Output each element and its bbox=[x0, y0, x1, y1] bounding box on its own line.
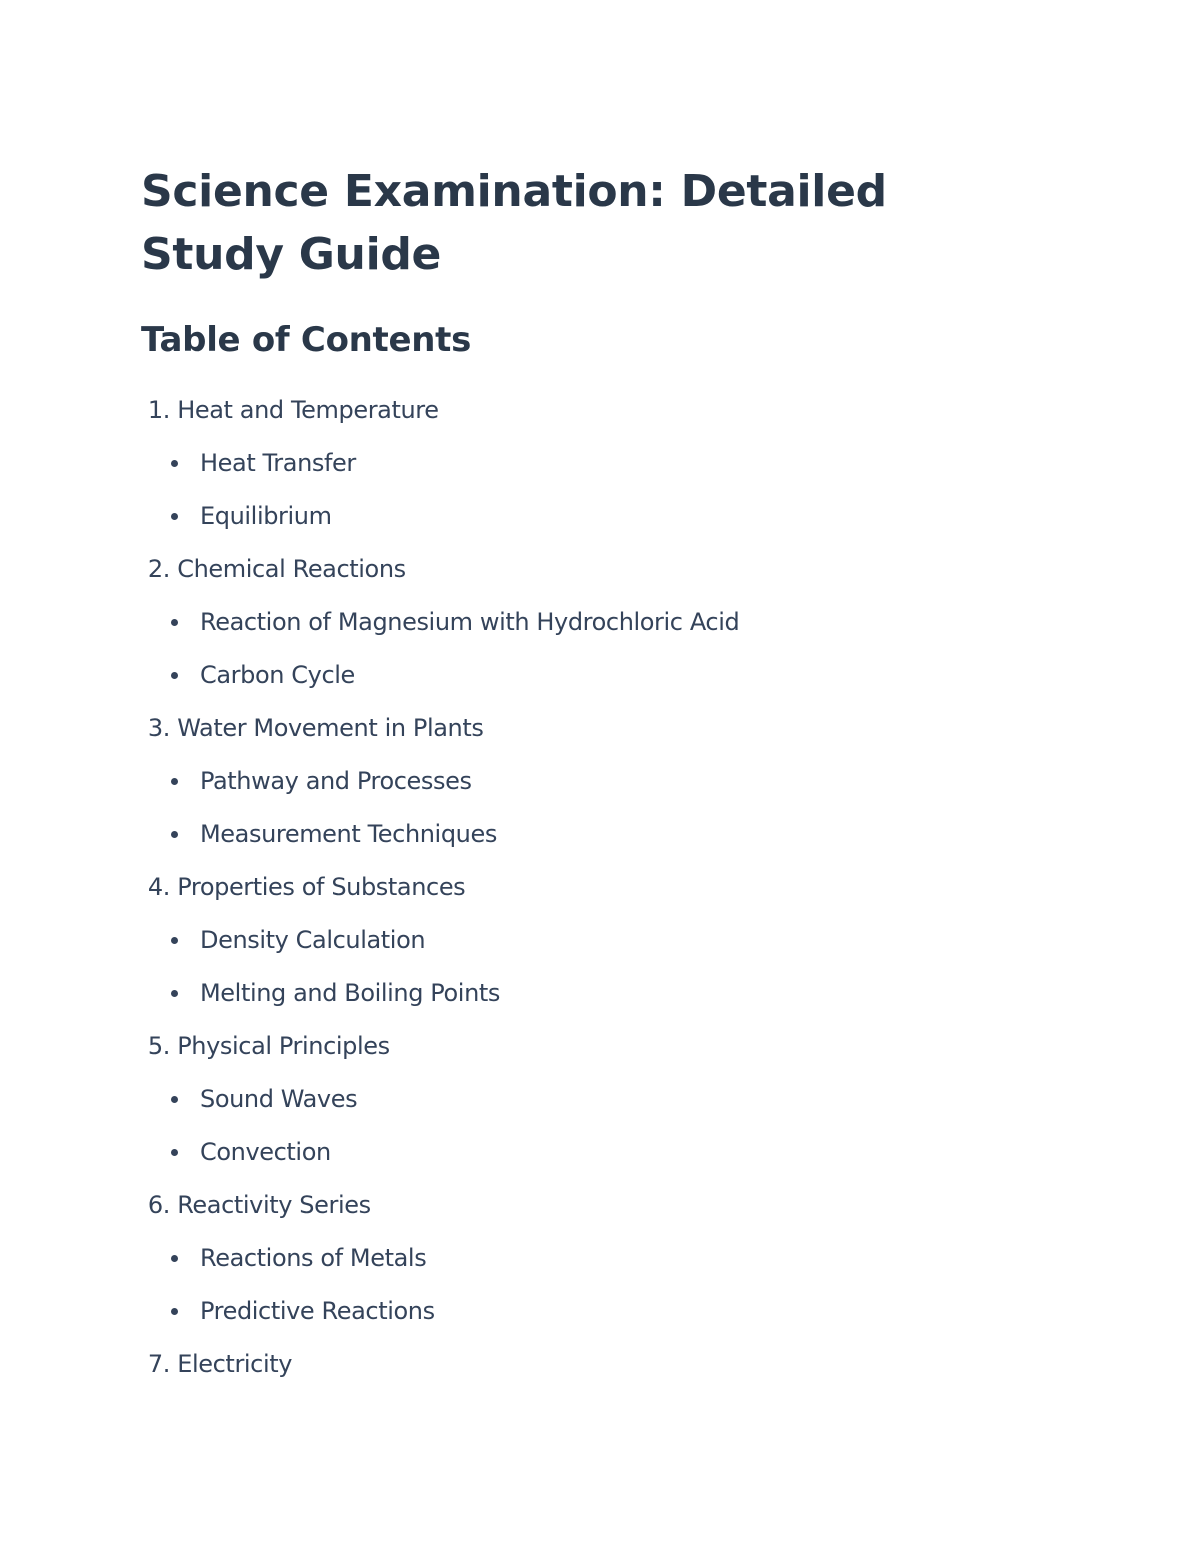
toc-subitem-label: Measurement Techniques bbox=[200, 820, 497, 848]
page-title: Science Examination: Detailed Study Guide bbox=[141, 166, 887, 280]
bullet-icon bbox=[171, 1096, 178, 1103]
toc-subitem[interactable] bbox=[141, 437, 1041, 490]
toc-item-number: 7. bbox=[147, 1350, 170, 1378]
toc-item-label: Physical Principles bbox=[177, 1032, 390, 1060]
toc-sublist bbox=[141, 437, 1041, 543]
toc-subitem-label: Convection bbox=[200, 1138, 331, 1166]
toc-subitem-label: Equilibrium bbox=[200, 502, 332, 530]
document-page bbox=[141, 160, 1041, 1391]
bullet-icon bbox=[171, 513, 178, 520]
toc-item-number: 3. bbox=[147, 714, 170, 742]
toc-item-label: Water Movement in Plants bbox=[177, 714, 484, 742]
toc-subitem[interactable] bbox=[141, 808, 1041, 861]
toc-item-label: Chemical Reactions bbox=[177, 555, 406, 583]
toc-subitem-label: Reaction of Magnesium with Hydrochloric Acid bbox=[200, 608, 740, 636]
toc-sublist bbox=[141, 596, 1041, 702]
toc-item[interactable] bbox=[141, 1338, 1041, 1391]
toc-subitem-label: Reactions of Metals bbox=[200, 1244, 427, 1272]
toc-item-label: Properties of Substances bbox=[177, 873, 466, 901]
bullet-icon bbox=[171, 1149, 178, 1156]
toc-sublist bbox=[141, 1073, 1041, 1179]
bullet-icon bbox=[171, 937, 178, 944]
toc-section bbox=[141, 861, 1041, 1020]
bullet-icon bbox=[171, 460, 178, 467]
toc-section bbox=[141, 1338, 1041, 1391]
toc-section bbox=[141, 702, 1041, 861]
toc-subitem[interactable] bbox=[141, 1073, 1041, 1126]
toc-item[interactable] bbox=[141, 543, 1041, 596]
toc-subitem-label: Melting and Boiling Points bbox=[200, 979, 500, 1007]
toc-subitem[interactable] bbox=[141, 755, 1041, 808]
toc-section bbox=[141, 384, 1041, 543]
bullet-icon bbox=[171, 778, 178, 785]
toc-item[interactable] bbox=[141, 1179, 1041, 1232]
toc-item-number: 6. bbox=[147, 1191, 170, 1219]
bullet-icon bbox=[171, 990, 178, 997]
toc-item[interactable] bbox=[141, 384, 1041, 437]
toc-sublist bbox=[141, 755, 1041, 861]
bullet-icon bbox=[171, 831, 178, 838]
bullet-icon bbox=[171, 619, 178, 626]
toc-section bbox=[141, 1020, 1041, 1179]
toc-item-number: 5. bbox=[147, 1032, 170, 1060]
table-of-contents bbox=[141, 384, 1041, 1391]
toc-subitem[interactable] bbox=[141, 914, 1041, 967]
toc-subitem-label: Heat Transfer bbox=[200, 449, 356, 477]
bullet-icon bbox=[171, 1308, 178, 1315]
toc-item[interactable] bbox=[141, 702, 1041, 755]
bullet-icon bbox=[171, 1255, 178, 1262]
toc-item[interactable] bbox=[141, 861, 1041, 914]
toc-section bbox=[141, 543, 1041, 702]
toc-item-number: 1. bbox=[147, 396, 170, 424]
toc-subitem[interactable] bbox=[141, 649, 1041, 702]
toc-item-number: 2. bbox=[147, 555, 170, 583]
toc-item-label: Reactivity Series bbox=[177, 1191, 371, 1219]
toc-subitem-label: Carbon Cycle bbox=[200, 661, 355, 689]
toc-sublist bbox=[141, 1232, 1041, 1338]
toc-subitem[interactable] bbox=[141, 967, 1041, 1020]
toc-subitem[interactable] bbox=[141, 1232, 1041, 1285]
toc-sublist bbox=[141, 914, 1041, 1020]
toc-subitem[interactable] bbox=[141, 596, 1041, 649]
toc-item-label: Heat and Temperature bbox=[177, 396, 439, 424]
toc-heading: Table of Contents bbox=[141, 320, 472, 360]
toc-item-label: Electricity bbox=[177, 1350, 293, 1378]
toc-subitem-label: Density Calculation bbox=[200, 926, 426, 954]
toc-subitem-label: Sound Waves bbox=[200, 1085, 358, 1113]
toc-subitem[interactable] bbox=[141, 490, 1041, 543]
bullet-icon bbox=[171, 672, 178, 679]
toc-subitem[interactable] bbox=[141, 1126, 1041, 1179]
toc-section bbox=[141, 1179, 1041, 1338]
toc-item[interactable] bbox=[141, 1020, 1041, 1073]
toc-subitem-label: Predictive Reactions bbox=[200, 1297, 435, 1325]
toc-item-number: 4. bbox=[147, 873, 170, 901]
toc-subitem-label: Pathway and Processes bbox=[200, 767, 472, 795]
toc-subitem[interactable] bbox=[141, 1285, 1041, 1338]
